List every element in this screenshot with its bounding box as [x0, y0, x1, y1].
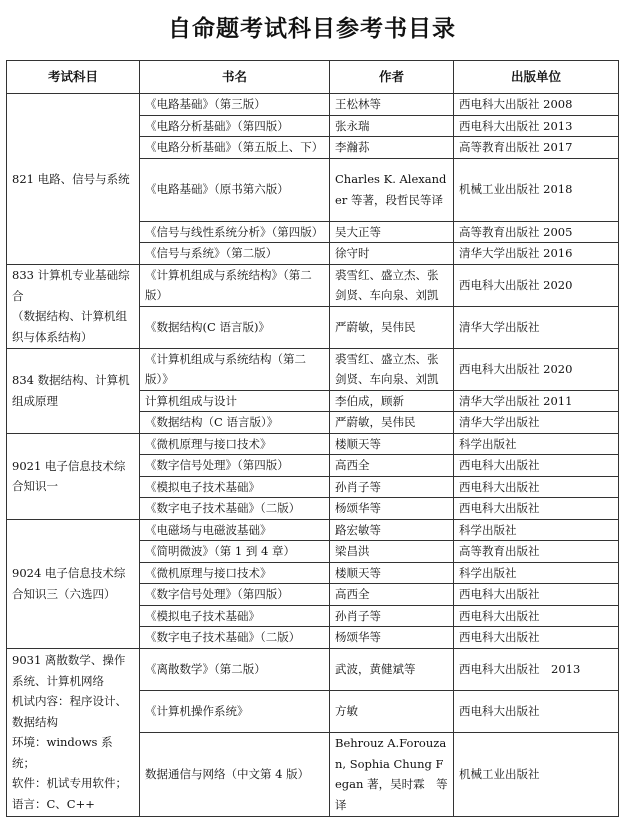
header-publisher: 出版单位 [454, 61, 619, 94]
book-name-cell: 《数字电子技术基础》（二版） [140, 498, 330, 520]
author-cell: 王松林等 [330, 94, 454, 116]
subject-cell [7, 264, 140, 348]
author-cell: 孙肖子等 [330, 476, 454, 498]
table-row [7, 94, 619, 116]
publisher-cell: 机械工业出版社 [454, 732, 619, 816]
header-subject: 考试科目 [7, 61, 140, 94]
book-name-cell: 计算机组成与设计 [140, 390, 330, 412]
book-name-cell: 《电路基础》（第三版） [140, 94, 330, 116]
author-cell: 严蔚敏，吴伟民 [330, 306, 454, 348]
publisher-cell: 机械工业出版社 2018 [454, 158, 619, 221]
publisher-cell: 西电科大出版社 2008 [454, 94, 619, 116]
subject-line: 9031 离散数学、操作系统、计算机网络 [12, 653, 126, 688]
author-cell: 楼顺天等 [330, 433, 454, 455]
book-name-cell: 《微机原理与接口技术》 [140, 433, 330, 455]
book-name-cell: 《电磁场与电磁波基础》 [140, 519, 330, 541]
table-row [7, 264, 619, 306]
subject-cell [7, 648, 140, 816]
publisher-cell: 科学出版社 [454, 519, 619, 541]
publisher-cell: 高等教育出版社 [454, 541, 619, 563]
author-cell: 梁昌洪 [330, 541, 454, 563]
subject-line: 环境：windows 系统； [12, 735, 113, 770]
table-row [7, 519, 619, 541]
publisher-cell: 西电科大出版社 [454, 498, 619, 520]
author-cell: 楼顺天等 [330, 562, 454, 584]
book-name-cell: 《数字信号处理》（第四版） [140, 455, 330, 477]
publisher-cell: 清华大学出版社 [454, 306, 619, 348]
author-cell: 严蔚敏，吴伟民 [330, 412, 454, 434]
book-name-cell: 《数字电子技术基础》（二版） [140, 627, 330, 649]
table-row [7, 433, 619, 455]
author-cell: 方敏 [330, 690, 454, 732]
author-cell: 路宏敏等 [330, 519, 454, 541]
book-name-cell: 《数据结构（C 语言版）》 [140, 412, 330, 434]
subject-line: 软件：机试专用软件； [12, 776, 127, 790]
subject-line: 834 数据结构、计算机组成原理 [12, 373, 130, 408]
table-row [7, 648, 619, 690]
publisher-cell: 西电科大出版社 [454, 690, 619, 732]
publisher-cell: 西电科大出版社 [454, 476, 619, 498]
book-name-cell: 《数据结构(C 语言版)》 [140, 306, 330, 348]
subject-line: 9024 电子信息技术综合知识三（六选四） [12, 566, 126, 601]
book-name-cell: 《微机原理与接口技术》 [140, 562, 330, 584]
book-name-cell: 《离散数学》（第二版） [140, 648, 330, 690]
book-name-cell: 《计算机操作系统》 [140, 690, 330, 732]
author-cell: 杨颂华等 [330, 627, 454, 649]
book-name-cell: 《计算机组成与系统结构》（第二版） [140, 264, 330, 306]
publisher-cell: 西电科大出版社 [454, 627, 619, 649]
subject-line: 833 计算机专业基础综合 [12, 268, 130, 303]
author-cell: 孙肖子等 [330, 605, 454, 627]
table-body [7, 94, 619, 817]
reference-book-table [6, 60, 619, 817]
book-name-cell: 《模拟电子技术基础》 [140, 605, 330, 627]
subject-line: 9021 电子信息技术综合知识一 [12, 458, 126, 493]
subject-cell [7, 519, 140, 648]
publisher-cell: 西电科大出版社 2020 [454, 348, 619, 390]
subject-line: 机试内容：程序设计、数据结构 [12, 694, 127, 729]
author-cell: 高西全 [330, 455, 454, 477]
publisher-cell: 西电科大出版社 [454, 584, 619, 606]
subject-line: 语言：C、C++ [12, 796, 95, 811]
subject-cell [7, 94, 140, 265]
publisher-cell: 清华大学出版社 2016 [454, 243, 619, 265]
publisher-cell: 西电科大出版社 [454, 455, 619, 477]
publisher-cell: 西电科大出版社 2020 [454, 264, 619, 306]
book-name-cell: 《电路分析基础》（第四版） [140, 115, 330, 137]
publisher-cell: 科学出版社 [454, 433, 619, 455]
table-header-row [7, 61, 619, 94]
author-cell: 李伯成，顾新 [330, 390, 454, 412]
author-cell: 李瀚荪 [330, 137, 454, 159]
subject-cell [7, 348, 140, 433]
book-name-cell: 《模拟电子技术基础》 [140, 476, 330, 498]
subject-line: 821 电路、信号与系统 [12, 171, 130, 186]
author-cell: 裘雪红、盛立杰、张剑贤、车向泉、刘凯 [330, 264, 454, 306]
publisher-cell: 西电科大出版社 2013 [454, 648, 619, 690]
header-author: 作者 [330, 61, 454, 94]
author-cell: 裘雪红、盛立杰、张剑贤、车向泉、刘凯 [330, 348, 454, 390]
header-book-name: 书名 [140, 61, 330, 94]
author-cell: Behrouz A.Forouzan, Sophia Chung Fegan 著，吴时霖 等译 [330, 732, 454, 816]
publisher-cell: 科学出版社 [454, 562, 619, 584]
author-cell: 武波，黄健斌等 [330, 648, 454, 690]
subject-line: （数据结构、计算机组织与体系结构） [12, 309, 127, 344]
author-cell: 高西全 [330, 584, 454, 606]
publisher-cell: 清华大学出版社 2011 [454, 390, 619, 412]
publisher-cell: 西电科大出版社 2013 [454, 115, 619, 137]
book-name-cell: 《简明微波》（第 1 到 4 章） [140, 541, 330, 563]
publisher-cell: 高等教育出版社 2005 [454, 221, 619, 243]
author-cell: 吴大正等 [330, 221, 454, 243]
book-name-cell: 《电路基础》（原书第六版） [140, 158, 330, 221]
publisher-cell: 清华大学出版社 [454, 412, 619, 434]
book-name-cell: 《电路分析基础》（第五版上、下） [140, 137, 330, 159]
table-row [7, 348, 619, 390]
publisher-cell: 西电科大出版社 [454, 605, 619, 627]
book-name-cell: 《计算机组成与系统结构（第二版）》 [140, 348, 330, 390]
author-cell: 张永瑞 [330, 115, 454, 137]
publisher-cell: 高等教育出版社 2017 [454, 137, 619, 159]
book-name-cell: 《信号与系统》（第二版） [140, 243, 330, 265]
book-name-cell: 《信号与线性系统分析》（第四版） [140, 221, 330, 243]
author-cell: 杨颂华等 [330, 498, 454, 520]
author-cell: 徐守时 [330, 243, 454, 265]
subject-cell [7, 433, 140, 519]
book-name-cell: 数据通信与网络（中文第 4 版） [140, 732, 330, 816]
page-title: 自命题考试科目参考书目录 [168, 16, 456, 42]
author-cell: Charles K. Alexander 等著，段哲民等译 [330, 158, 454, 221]
book-name-cell: 《数字信号处理》（第四版） [140, 584, 330, 606]
